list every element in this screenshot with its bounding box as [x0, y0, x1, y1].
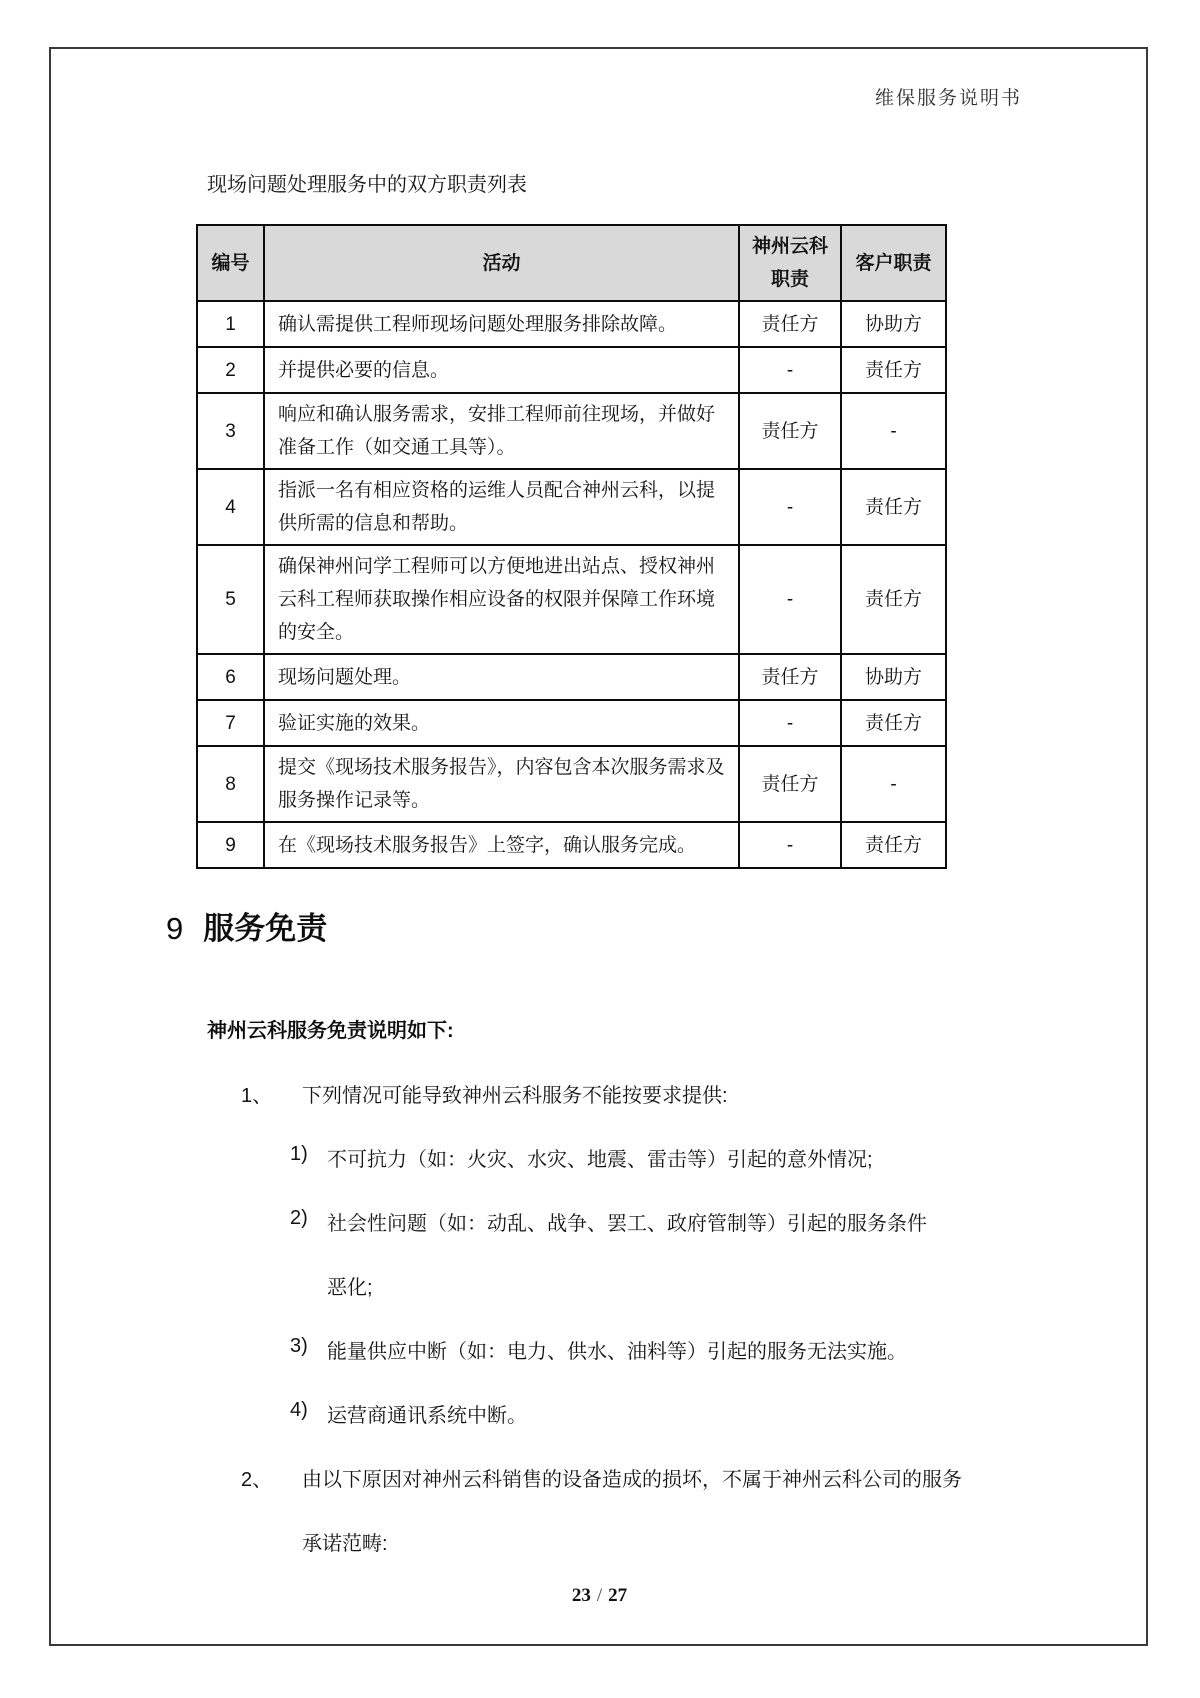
cell-no: 2 — [197, 347, 264, 393]
cell-customer: 责任方 — [841, 822, 946, 868]
cell-activity: 提交《现场技术服务报告》，内容包含本次服务需求及服务操作记录等。 — [264, 746, 739, 822]
sub-item-2-text-continued: 恶化; — [327, 1277, 373, 1299]
table-row — [197, 469, 946, 545]
table-row — [197, 347, 946, 393]
cell-no: 9 — [197, 822, 264, 868]
cell-yunke: - — [739, 700, 841, 746]
cell-activity: 现场问题处理。 — [264, 654, 739, 700]
section-number: 9 — [166, 911, 184, 946]
sub-item-4-marker: 4) — [290, 1399, 308, 1421]
cell-customer: 责任方 — [841, 545, 946, 654]
cell-activity: 验证实施的效果。 — [264, 700, 739, 746]
cell-yunke: - — [739, 822, 841, 868]
header-cell-customer: 客户职责 — [841, 225, 946, 301]
header-cell-no: 编号 — [197, 225, 264, 301]
sub-item-3-marker: 3) — [290, 1335, 308, 1357]
cell-customer: 责任方 — [841, 700, 946, 746]
cell-activity: 在《现场技术服务报告》上签字，确认服务完成。 — [264, 822, 739, 868]
table-row — [197, 746, 946, 822]
sub-item-3-text: 能量供应中断（如：电力、供水、油料等）引起的服务无法实施。 — [327, 1341, 907, 1363]
cell-yunke: - — [739, 545, 841, 654]
header-cell-activity: 活动 — [264, 225, 739, 301]
section-heading — [166, 903, 327, 948]
sub-item-1-text: 不可抗力（如：火灾、水灾、地震、雷击等）引起的意外情况; — [327, 1149, 873, 1171]
list-item-2-text-continued: 承诺范畴: — [302, 1533, 388, 1555]
cell-activity: 确认需提供工程师现场问题处理服务排除故障。 — [264, 301, 739, 347]
header-cell-yunke: 神州云科职责 — [739, 225, 841, 301]
table-caption: 现场问题处理服务中的双方职责列表 — [207, 174, 527, 196]
cell-no: 8 — [197, 746, 264, 822]
cell-no: 3 — [197, 393, 264, 469]
cell-activity: 确保神州问学工程师可以方便地进出站点、授权神州云科工程师获取操作相应设备的权限并保障工作环境的安全。 — [264, 545, 739, 654]
cell-customer: 责任方 — [841, 347, 946, 393]
cell-customer: - — [841, 393, 946, 469]
responsibility-table — [196, 224, 947, 869]
table-row — [197, 654, 946, 700]
cell-yunke: - — [739, 469, 841, 545]
cell-customer: 责任方 — [841, 469, 946, 545]
table-row — [197, 700, 946, 746]
cell-yunke: - — [739, 347, 841, 393]
list-item-2-marker: 2、 — [241, 1469, 273, 1491]
sub-item-1-marker: 1) — [290, 1143, 308, 1165]
cell-activity: 响应和确认服务需求，安排工程师前往现场，并做好准备工作（如交通工具等）。 — [264, 393, 739, 469]
list-item-2-text: 由以下原因对神州云科销售的设备造成的损坏，不属于神州云科公司的服务 — [302, 1469, 962, 1491]
section-title: 服务免责 — [203, 911, 328, 946]
cell-activity: 指派一名有相应资格的运维人员配合神州云科，以提供所需的信息和帮助。 — [264, 469, 739, 545]
disclaimer-intro: 神州云科服务免责说明如下: — [207, 1020, 454, 1042]
sub-item-2-marker: 2) — [290, 1207, 308, 1229]
list-item-1-marker: 1、 — [241, 1085, 273, 1107]
cell-activity: 并提供必要的信息。 — [264, 347, 739, 393]
page-number-total: 27 — [608, 1585, 628, 1606]
cell-no: 5 — [197, 545, 264, 654]
cell-yunke: 责任方 — [739, 654, 841, 700]
cell-yunke: 责任方 — [739, 301, 841, 347]
table-row — [197, 393, 946, 469]
cell-customer: - — [841, 746, 946, 822]
running-header: 维保服务说明书 — [874, 88, 1022, 109]
cell-customer: 协助方 — [841, 301, 946, 347]
cell-no: 1 — [197, 301, 264, 347]
page-footer — [49, 1585, 1150, 1607]
table-row — [197, 545, 946, 654]
cell-yunke: 责任方 — [739, 746, 841, 822]
sub-item-4-text: 运营商通讯系统中断。 — [327, 1405, 527, 1427]
list-item-1-text: 下列情况可能导致神州云科服务不能按要求提供: — [302, 1085, 728, 1107]
sub-item-2-text: 社会性问题（如：动乱、战争、罢工、政府管制等）引起的服务条件 — [327, 1213, 927, 1235]
cell-no: 4 — [197, 469, 264, 545]
table-row — [197, 301, 946, 347]
cell-no: 7 — [197, 700, 264, 746]
cell-yunke: 责任方 — [739, 393, 841, 469]
cell-customer: 协助方 — [841, 654, 946, 700]
cell-no: 6 — [197, 654, 264, 700]
page-number-separator: / — [596, 1585, 603, 1606]
page-number-current: 23 — [571, 1585, 591, 1606]
table-row — [197, 822, 946, 868]
table-header-row — [197, 225, 946, 301]
